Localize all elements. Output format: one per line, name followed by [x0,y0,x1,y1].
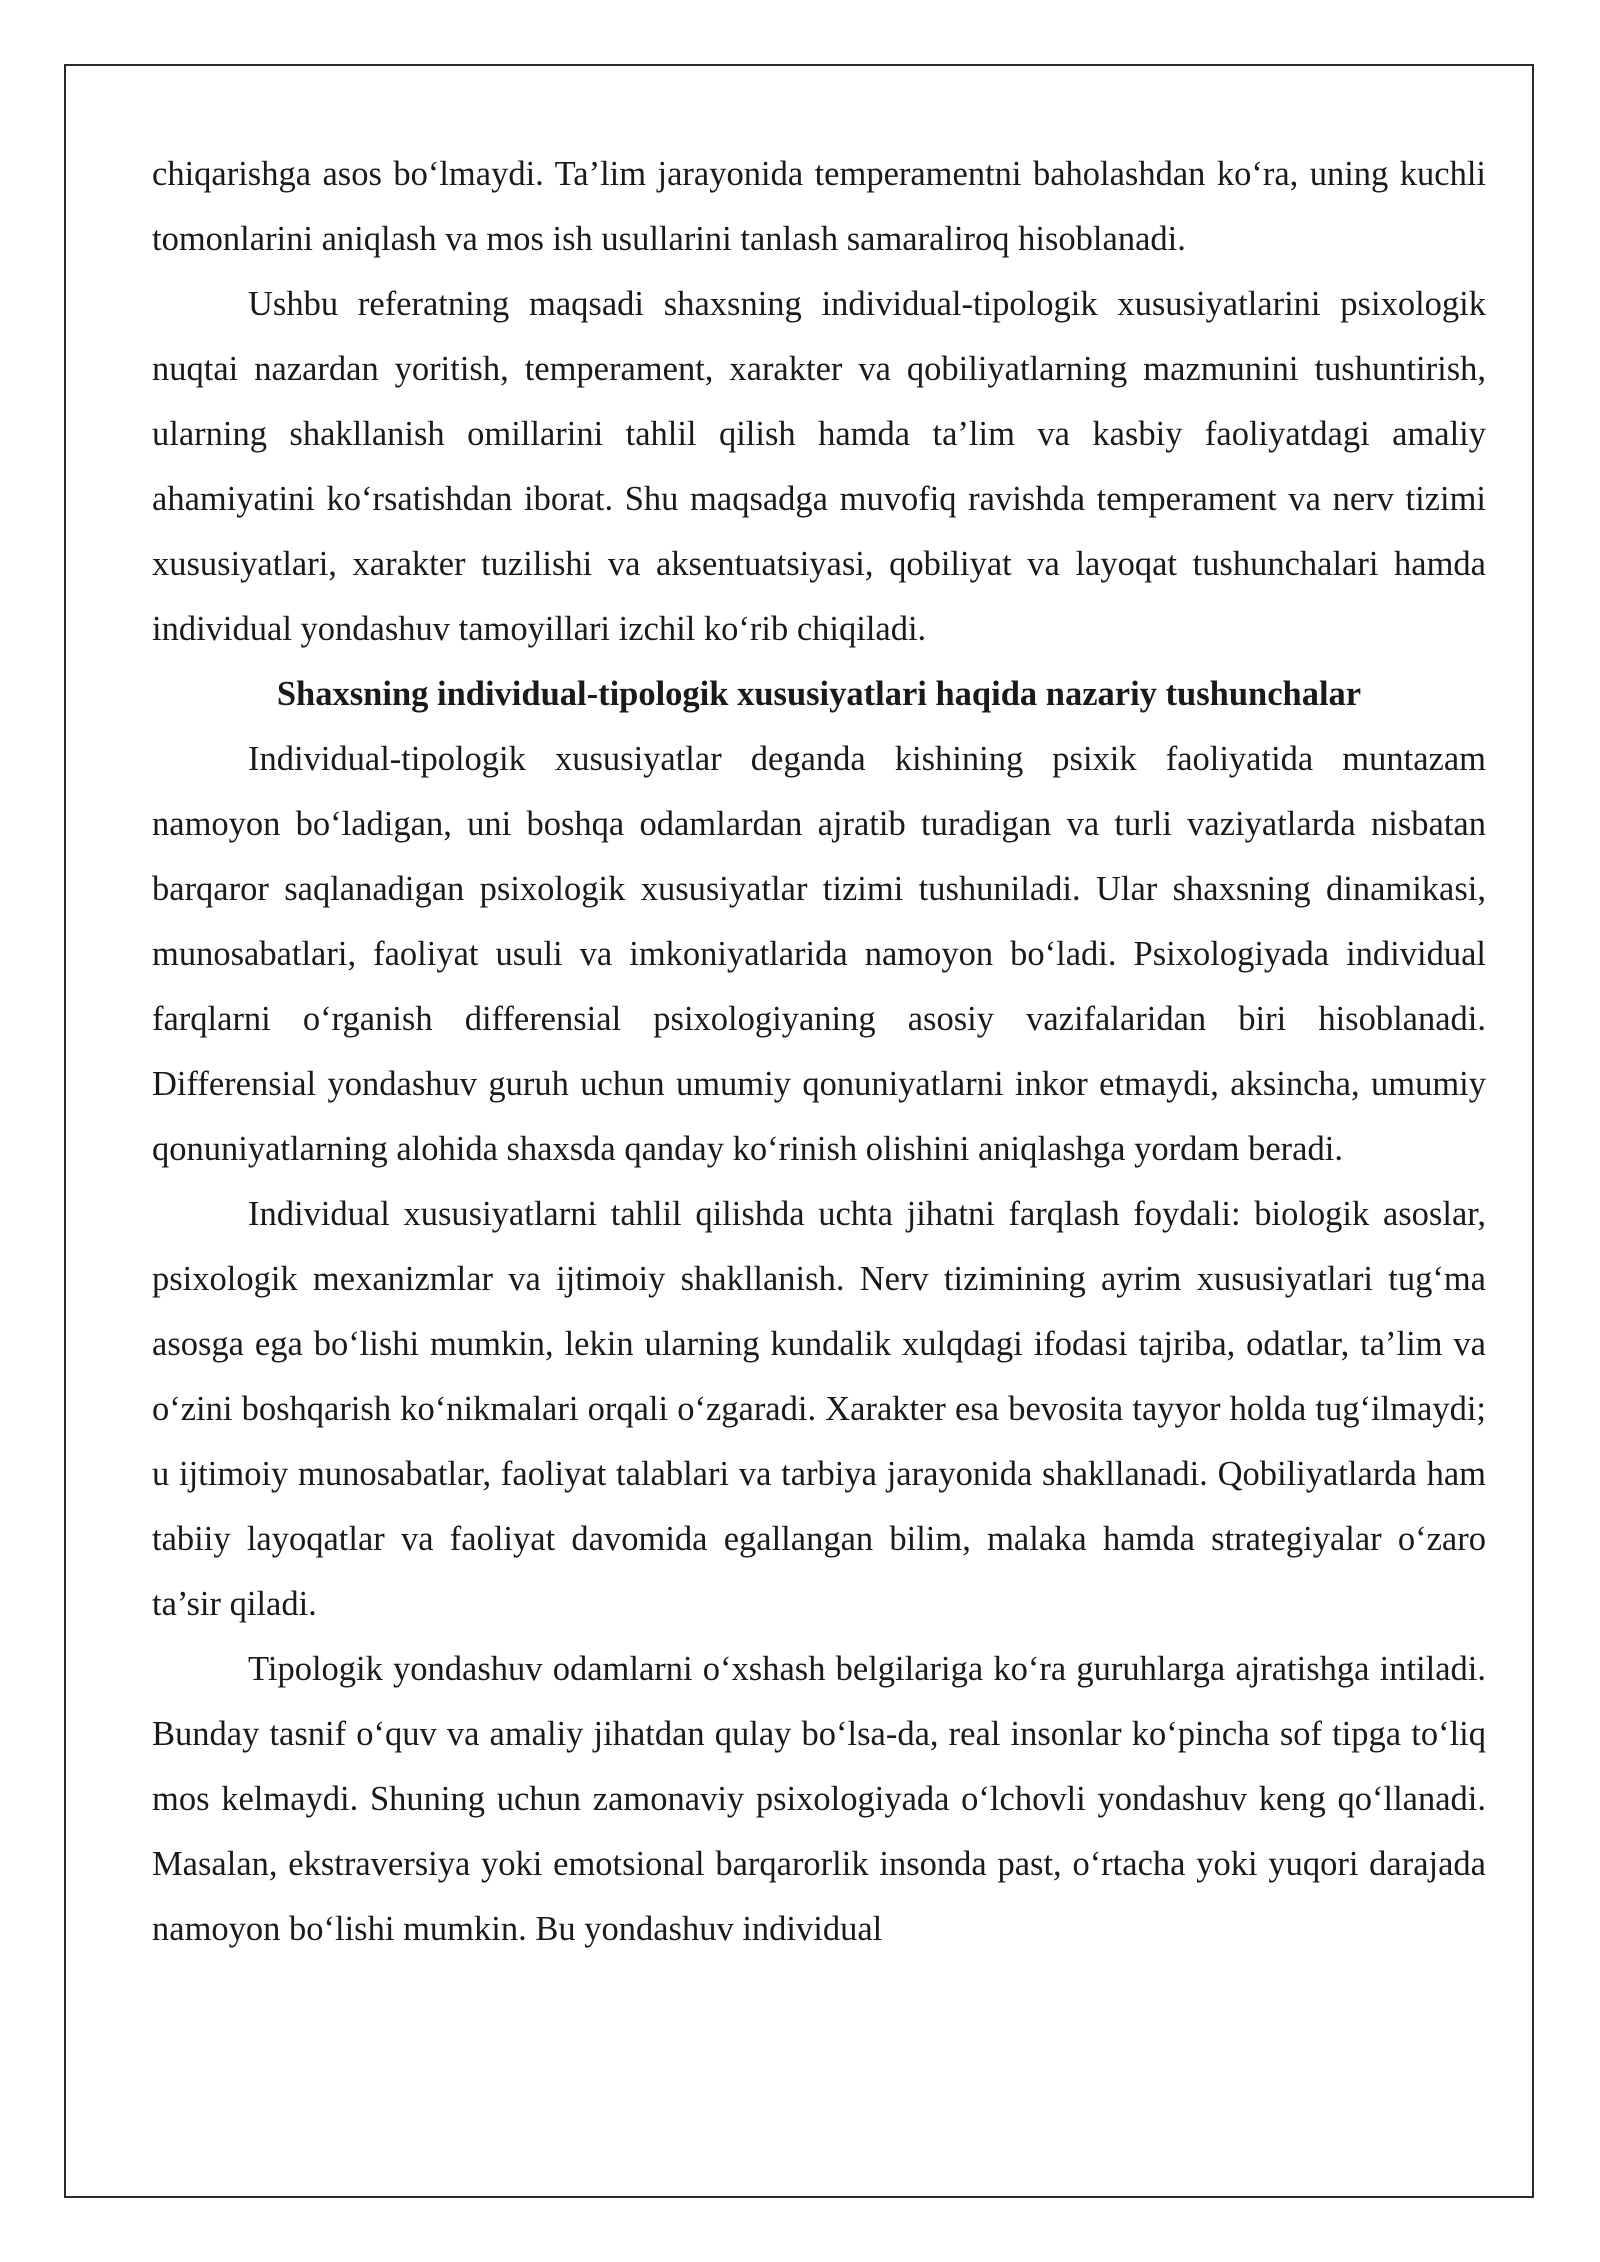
paragraph-typology: Tipologik yondashuv odamlarni o‘xshash belgilariga ko‘ra guruhlarga ajratishga intiladi. Bunday tasnif o‘quv va amaliy jihatdan qulay bo‘lsa-da, real insonlar ko‘pincha sof tipga to‘liq mos kelmaydi. Shuning uchun zamonaviy psixologiyada o‘lchovli yondashuv keng qo‘llanadi. Masalan, ekstraversiya yoki emotsional barqarorlik insonda past, o‘rtacha yoki yuqori darajada namoyon bo‘lishi mumkin. Bu yondashuv individual [152,1650,1486,1948]
paragraph-continuation: chiqarishga asos bo‘lmaydi. Ta’lim jarayonida temperamentni baholashdan ko‘ra, uning kuchli tomonlarini aniqlash va mos ish usullarini tanlash samaraliroq hisoblanadi. [152,155,1486,258]
paragraph-definition: Individual-tipologik xususiyatlar deganda kishining psixik faoliyatida muntazam namoyon bo‘ladigan, uni boshqa odamlardan ajratib turadigan va turli vaziyatlarda nisbatan barqaror saqlanadigan psixologik xususiyatlar tizimi tushuniladi. Ular shaxsning dinamikasi, munosabatlari, faoliyat usuli va imkoniyatlarida namoyon bo‘ladi. Psixologiyada individual farqlarni o‘rganish differensial psixologiyaning asosiy vazifalaridan biri hisoblanadi. Differensial yondashuv guruh uchun umumiy qonuniyatlarni inkor etmaydi, aksincha, umumiy qonuniyatlarning alohida shaxsda qanday ko‘rinish olishini aniqlashga yordam beradi. [152,740,1486,1168]
paragraph-purpose: Ushbu referatning maqsadi shaxsning individual-tipologik xususiyatlarini psixologik nuqtai nazardan yoritish, temperament, xarakter va qobiliyatlarning mazmunini tushuntirish, ularning shakllanish omillarini tahlil qilish hamda ta’lim va kasbiy faoliyatdagi amaliy ahamiyatini ko‘rsatishdan iborat. Shu maqsadga muvofiq ravishda temperament va nerv tizimi xususiyatlari, xarakter tuzilishi va aksentuatsiyasi, qobiliyat va layoqat tushunchalari hamda individual yondashuv tamoyillari izchil ko‘rib chiqiladi. [152,285,1486,648]
paragraph-aspects: Individual xususiyatlarni tahlil qilishda uchta jihatni farqlash foydali: biologik asoslar, psixologik mexanizmlar va ijtimoiy shakllanish. Nerv tizimining ayrim xususiyatlari tug‘ma asosga ega bo‘lishi mumkin, lekin ularning kundalik xulqdagi ifodasi tajriba, odatlar, ta’lim va o‘zini boshqarish ko‘nikmalari orqali o‘zgaradi. Xarakter esa bevosita tayyor holda tug‘ilmaydi; u ijtimoiy munosabatlar, faoliyat talablari va tarbiya jarayonida shakllanadi. Qobiliyatlarda ham tabiiy layoqatlar va faoliyat davomida egallangan bilim, malaka hamda strategiyalar o‘zaro ta’sir qiladi. [152,1195,1486,1623]
section-heading: Shaxsning individual-tipologik xususiyatlari haqida nazariy tushunchalar [276,675,1362,713]
document-body [152,142,1486,1962]
